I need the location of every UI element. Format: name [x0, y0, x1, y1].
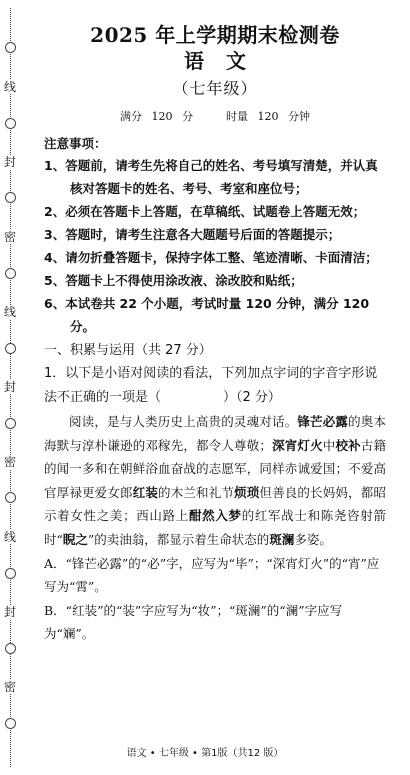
- emphasized-term: 烦琐: [234, 484, 260, 500]
- binding-mark: 密: [3, 455, 16, 469]
- question-1-stem: [44, 362, 386, 410]
- circle-marker: [5, 492, 16, 503]
- notice-item: 1、答题前，请考生先将自己的姓名、考号填写清楚，并认真核对答题卡的姓名、考号、考室和座位号；: [44, 158, 378, 196]
- circle-marker: [5, 568, 16, 579]
- binding-margin: [0, 0, 18, 775]
- notice-heading: 注意事项：: [44, 136, 107, 151]
- reading-passage: [44, 410, 386, 552]
- exam-title: 2025 年上学期期末检测卷: [90, 23, 340, 47]
- circle-marker: [5, 418, 16, 429]
- circle-marker: [5, 192, 16, 203]
- emphasized-term: 深宵灯火: [271, 437, 323, 453]
- subject-title: 语文: [184, 49, 268, 73]
- passage-text: 的奥本海默与淳朴谦逊的邓稼先，都令人尊敬；: [44, 414, 386, 453]
- circle-marker: [5, 268, 16, 279]
- notice-item: 4、请勿折叠答题卡，保持字体工整、笔迹清晰、卡面清洁；: [44, 250, 378, 265]
- binding-mark: 线: [3, 80, 16, 94]
- exam-page: [44, 22, 386, 646]
- circle-marker: [5, 643, 16, 654]
- notice-list: [44, 154, 386, 338]
- grade-label: （七年级）: [172, 79, 258, 98]
- binding-mark: 密: [3, 230, 16, 244]
- exam-meta: [44, 108, 386, 124]
- binding-mark: 封: [3, 155, 16, 169]
- passage-text: 中: [322, 437, 336, 453]
- emphasized-term: 酣然入梦: [188, 508, 242, 524]
- passage-text: ”的卖油翁，都显示着生命状态的: [87, 531, 270, 547]
- section-heading: 一、积累与运用（共 27 分）: [44, 343, 212, 358]
- time-limit: 时量 120 分钟: [226, 110, 310, 123]
- passage-text: 的红军战士和陈尧咨射箭时“: [44, 508, 386, 547]
- notice-item: 5、答题卡上不得使用涂改液、涂改胶和贴纸；: [44, 273, 303, 288]
- question-1-points: ）（2 分）: [223, 390, 281, 405]
- emphasized-term: 红装: [132, 484, 159, 500]
- question-1-text: 1．以下是小语对阅读的看法，下列加点字词的字音字形说法不正确的一项是（: [44, 366, 378, 405]
- passage-text: 但善良的长妈妈，都昭示着女性之美；西山路上: [44, 484, 386, 524]
- emphasized-term: 睨之: [62, 531, 88, 547]
- emphasized-term: 斑澜: [269, 531, 295, 547]
- passage-text: 多姿。: [294, 531, 332, 547]
- full-score: 满分 120 分: [120, 110, 193, 123]
- circle-marker: [5, 42, 16, 53]
- binding-mark: 线: [3, 305, 16, 319]
- binding-mark: 封: [3, 605, 16, 619]
- passage-text: 阅读，是与人类历史上高贵的灵魂对话。: [69, 414, 298, 429]
- option-a: A．“锋芒必露”的“必”字，应写为“毕”；“深宵灯火”的“宵”应写为“霄”。: [44, 555, 380, 595]
- emphasized-term: 锋芒必露: [297, 414, 349, 429]
- circle-marker: [5, 118, 16, 129]
- circle-marker: [5, 718, 16, 729]
- page-footer: 语文 • 七年级 • 第1版（共12 版）: [126, 748, 284, 759]
- notice-item: 6、本试卷共 22 个小题，考试时量 120 分钟，满分 120 分。: [44, 296, 370, 334]
- passage-text: 古籍的闻一多和在朝鲜浴血奋战的志愿军，同样赤诚爱国；不爱高官厚禄更爱女郎: [44, 437, 386, 500]
- notice-item: 2、必须在答题卡上答题，在草稿纸、试题卷上答题无效；: [44, 204, 366, 219]
- passage-text: 的木兰和礼节: [158, 484, 235, 500]
- binding-mark: 线: [3, 530, 16, 544]
- circle-marker: [5, 343, 16, 354]
- binding-mark: 封: [3, 380, 16, 394]
- emphasized-term: 校补: [335, 437, 361, 453]
- option-b: B．“红装”的“装”字应写为“妆”；“斑澜”的“澜”字应写为“斓”。: [44, 602, 343, 642]
- binding-mark: 密: [3, 680, 16, 694]
- notice-item: 3、答题时，请考生注意各大题题号后面的答题提示；: [44, 227, 341, 242]
